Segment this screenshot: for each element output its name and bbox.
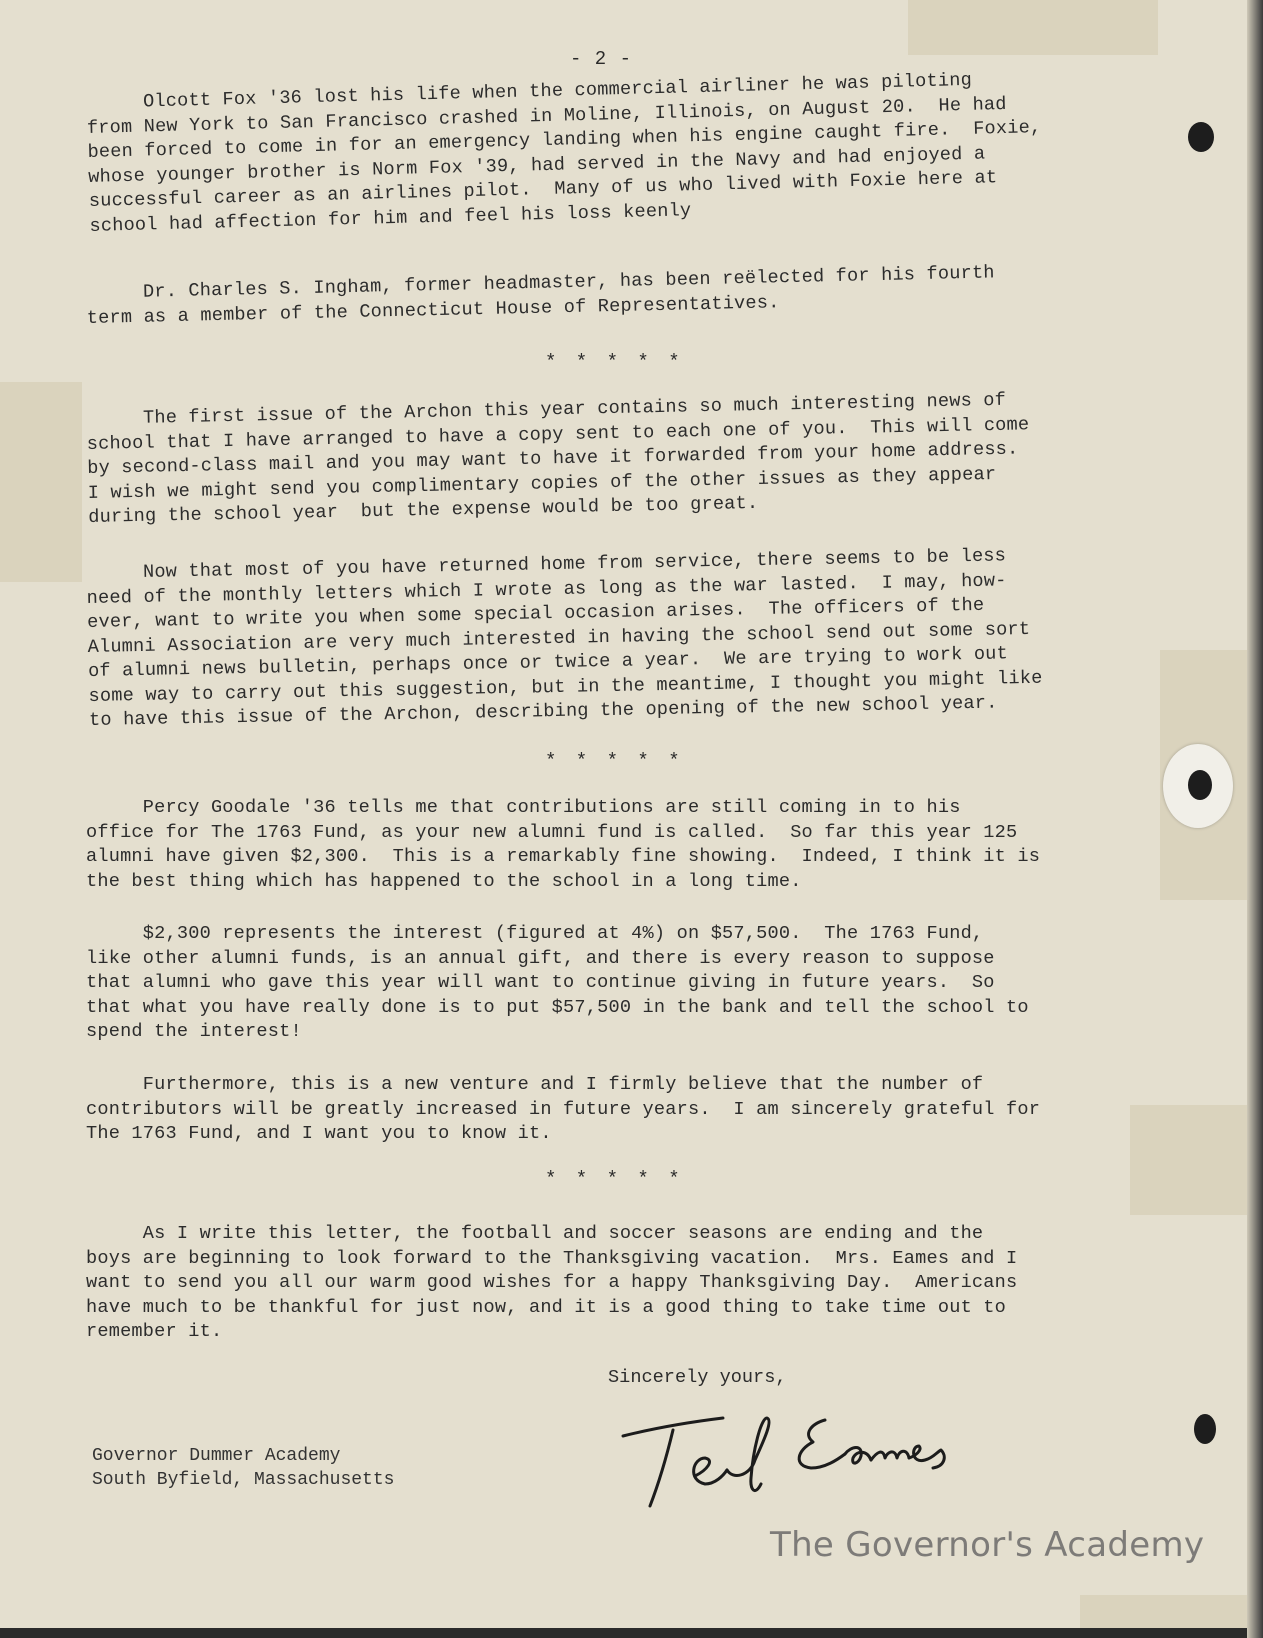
signature xyxy=(615,1410,975,1520)
paragraph-interest: $2,300 represents the interest (figured at 4%) on $57,500. The 1763 Fund, like other alumni funds, is an annual gift, and there is every reason to suppose that alumni who gave this year will want to continue giving in future years. So that what you have really done is to put $57,500 in the bank and tell the school to spend the interest! xyxy=(86,923,1029,1042)
separator: * * * * * xyxy=(545,351,684,373)
tape-strip xyxy=(908,0,1158,55)
tape-strip xyxy=(1130,1105,1248,1215)
paragraph-thanksgiving: As I write this letter, the football and soccer seasons are ending and the boys are beginning to look forward to the Thanksgiving vacation. Mrs. Eames and I want to send you all our warm good wishes for a happy Thanksgiving Day. Americans have much to be thankful for just now, and it is a good thing to take time out to remember it. xyxy=(86,1223,1018,1342)
separator: * * * * * xyxy=(545,1168,684,1190)
sender-address xyxy=(92,1444,394,1492)
page-edge xyxy=(1247,0,1263,1638)
paragraph-service: Now that most of you have returned home from service, there seems to be less need of the monthly letters which I wrote as long as the war lasted. I may, how- ever, want to write you when some special occasion arises. The officers of the Alumni Association are very much interested in having the school send out some sort of alumni news bulletin, perhaps once or twice a year. We are trying to work out some way to carry out this suggestion, but in the meantime, I thought you might like to have this issue of the Archon, describing the opening of the new school year. xyxy=(86,545,1043,731)
address-line: Governor Dummer Academy xyxy=(92,1446,341,1466)
page-number: - 2 - xyxy=(570,48,633,70)
closing: Sincerely yours, xyxy=(608,1367,787,1388)
punch-hole xyxy=(1188,770,1212,800)
tape-strip xyxy=(1080,1595,1248,1628)
paragraph-archon: The first issue of the Archon this year contains so much interesting news of school that I have arranged to have a copy sent to each one of you. This will come by second-class mail and you may want to have it forwarded from your home address. I wish we might send you complimentary copies of the other issues as they appear during the school year but the expense would be too great. xyxy=(86,389,1030,528)
paragraph-fox: Olcott Fox '36 lost his life when the commercial airliner he was piloting from New York to San Francisco crashed in Moline, Illinois, on August 20. He had been forced to come in for an emergency landing when his engine caught fire. Foxie, whose younger brother is Norm Fox '39, had served in the Navy and had enjoyed a successful career as an airlines pilot. Many of us who lived with Foxie here at school had affection for him and feel his loss keenly xyxy=(86,69,1042,237)
separator: * * * * * xyxy=(545,750,684,772)
watermark: The Governor's Academy xyxy=(770,1525,1205,1565)
paragraph-1763-fund: Percy Goodale '36 tells me that contributions are still coming in to his office for The 1763 Fund, as your new alumni fund is called. So far this year 125 alumni have given $2,300. This is a remarkably fine showing. Indeed, I think it is the best thing which has happened to the school in a long time. xyxy=(86,797,1041,892)
address-line: South Byfield, Massachusetts xyxy=(92,1470,395,1490)
tape-strip xyxy=(0,382,82,582)
punch-hole xyxy=(1194,1414,1216,1444)
paragraph-ingham: Dr. Charles S. Ingham, former headmaster, has been reëlected for his fourth term as a member of the Connecticut House of Representatives. xyxy=(86,262,995,329)
punch-hole xyxy=(1188,122,1214,152)
paragraph-venture: Furthermore, this is a new venture and I firmly believe that the number of contributors will be greatly increased in future years. I am sincerely grateful for The 1763 Fund, and I want you to know it. xyxy=(86,1074,1041,1144)
